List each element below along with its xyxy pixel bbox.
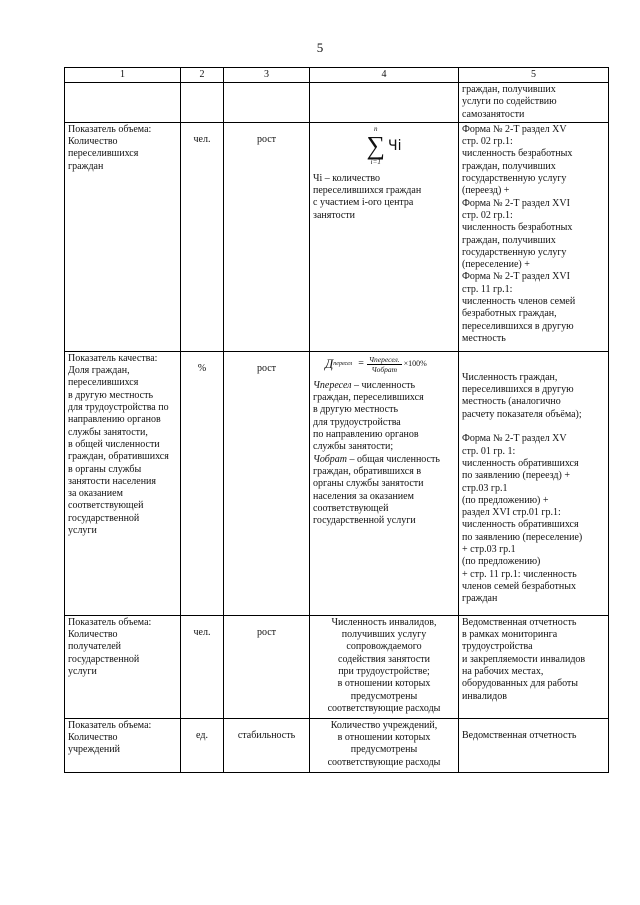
cell-unit: чел.: [181, 615, 224, 718]
sum-formula: [313, 125, 455, 167]
table-row: [65, 122, 609, 351]
cell-indicator: Показатель объема: Количество получателей государственной услуги: [65, 615, 181, 718]
cell-indicator: Показатель качества: Доля граждан, переселившихся в другую местность для трудоустройства по направлению органов службы занятости, в общей численности граждан, обратившихся в органы службы занятости населения за оказанием соответствующей государственной услуги: [65, 351, 181, 615]
cell-method: Численность инвалидов, получивших услугу сопровождаемого содействия занятости при трудоустройстве; в отношении которых предусмотрены соответствующие расходы: [310, 615, 459, 718]
cell-unit: %: [181, 351, 224, 615]
cell-unit: чел.: [181, 122, 224, 351]
header-col-2: 2: [181, 68, 224, 83]
table-row-continuation: [65, 83, 609, 123]
cell-method: [310, 122, 459, 351]
share-formula: [325, 355, 455, 374]
cell-indicator: Показатель объема: Количество переселившихся граждан: [65, 122, 181, 351]
cell-trend: рост: [224, 122, 310, 351]
cell-source: Ведомственная отчетность в рамках мониторинга трудоустройства и закрепляемости инвалидов на рабочих местах, оборудованных для работы инвалидов: [459, 615, 609, 718]
sum-variable: Чi: [388, 137, 402, 154]
header-row: [65, 68, 609, 83]
cell-method: [310, 351, 459, 615]
formula-denominator: Чобрат: [371, 364, 398, 374]
cell-indicator: Показатель объема: Количество учреждений: [65, 718, 181, 772]
sum-upper-limit: n: [373, 124, 378, 133]
source-text: Численность граждан, переселившихся в другую местность (аналогично расчету показателя объёма); Форма № 2-Т раздел XV стр. 01 гр. 1: численность обратившихся по заявлению (переезд) + стр.03 гр.1 (по предложению) + раздел XVI стр.01 гр.1: численность обратившихся по заявлению (переселение) + стр.03 гр.1 (по предложению) + стр. 11 гр.1: численность членов семей безработных граждан: [462, 371, 583, 605]
table-row: [65, 615, 609, 718]
cell-method: [310, 83, 459, 123]
table-row: [65, 718, 609, 772]
cell-trend: [224, 83, 310, 123]
method-description: Чi – количество переселившихся граждан с участием i-ого центра занятости: [313, 172, 422, 221]
term-resettled: Чпересел: [313, 379, 352, 391]
sum-symbol: ∑: [366, 130, 386, 160]
cell-trend: рост: [224, 615, 310, 718]
indicators-table: [64, 67, 609, 773]
cell-unit: [181, 83, 224, 123]
sigma-icon: [366, 125, 385, 167]
cell-source: граждан, получивших услуги по содействию самозанятости: [459, 83, 609, 123]
formula-name: Д: [325, 356, 334, 372]
formula-multiplier: ×100%: [403, 359, 427, 369]
cell-unit: ед.: [181, 718, 224, 772]
table-row: [65, 351, 609, 615]
cell-source: Форма № 2-Т раздел XV стр. 02 гр.1: численность безработных граждан, получивших государственную услугу (переезд) + Форма № 2-Т раздел XVI стр. 02 гр.1: численность безработных граждан, получивших государственную услугу (переселение) + Форма № 2-Т раздел XVI стр. 11 гр.1: численность членов семей безработных граждан, переселившихся в другую местность: [459, 122, 609, 351]
cell-source: [459, 351, 609, 615]
formula-fraction: [367, 355, 402, 374]
formula-numerator: Чпересел.: [368, 354, 400, 364]
term-applied: Чобрат: [313, 453, 348, 465]
cell-source: Ведомственная отчетность: [459, 718, 609, 772]
cell-trend: рост: [224, 351, 310, 615]
header-col-1: 1: [65, 68, 181, 83]
cell-indicator: [65, 83, 181, 123]
formula-subscript: пересел: [333, 361, 353, 368]
term-applied-text: – общая численность граждан, обратившихся в органы службы занятости населения за оказанием соответствующей государственной услуги: [313, 453, 440, 527]
term-resettled-text: – численность граждан, переселившихся в другую местность для трудоустройства по направлению органов службы занятости;: [313, 379, 424, 453]
method-description: [313, 380, 455, 528]
sum-lower-limit: i=1: [370, 157, 381, 166]
page-number: 5: [316, 40, 324, 55]
header-col-4: 4: [310, 68, 459, 83]
header-col-3: 3: [224, 68, 310, 83]
header-col-5: 5: [459, 68, 609, 83]
equals-sign: =: [358, 358, 364, 370]
cell-method: Количество учреждений, в отношении которых предусмотрены соответствующие расходы: [310, 718, 459, 772]
cell-trend: стабильность: [224, 718, 310, 772]
